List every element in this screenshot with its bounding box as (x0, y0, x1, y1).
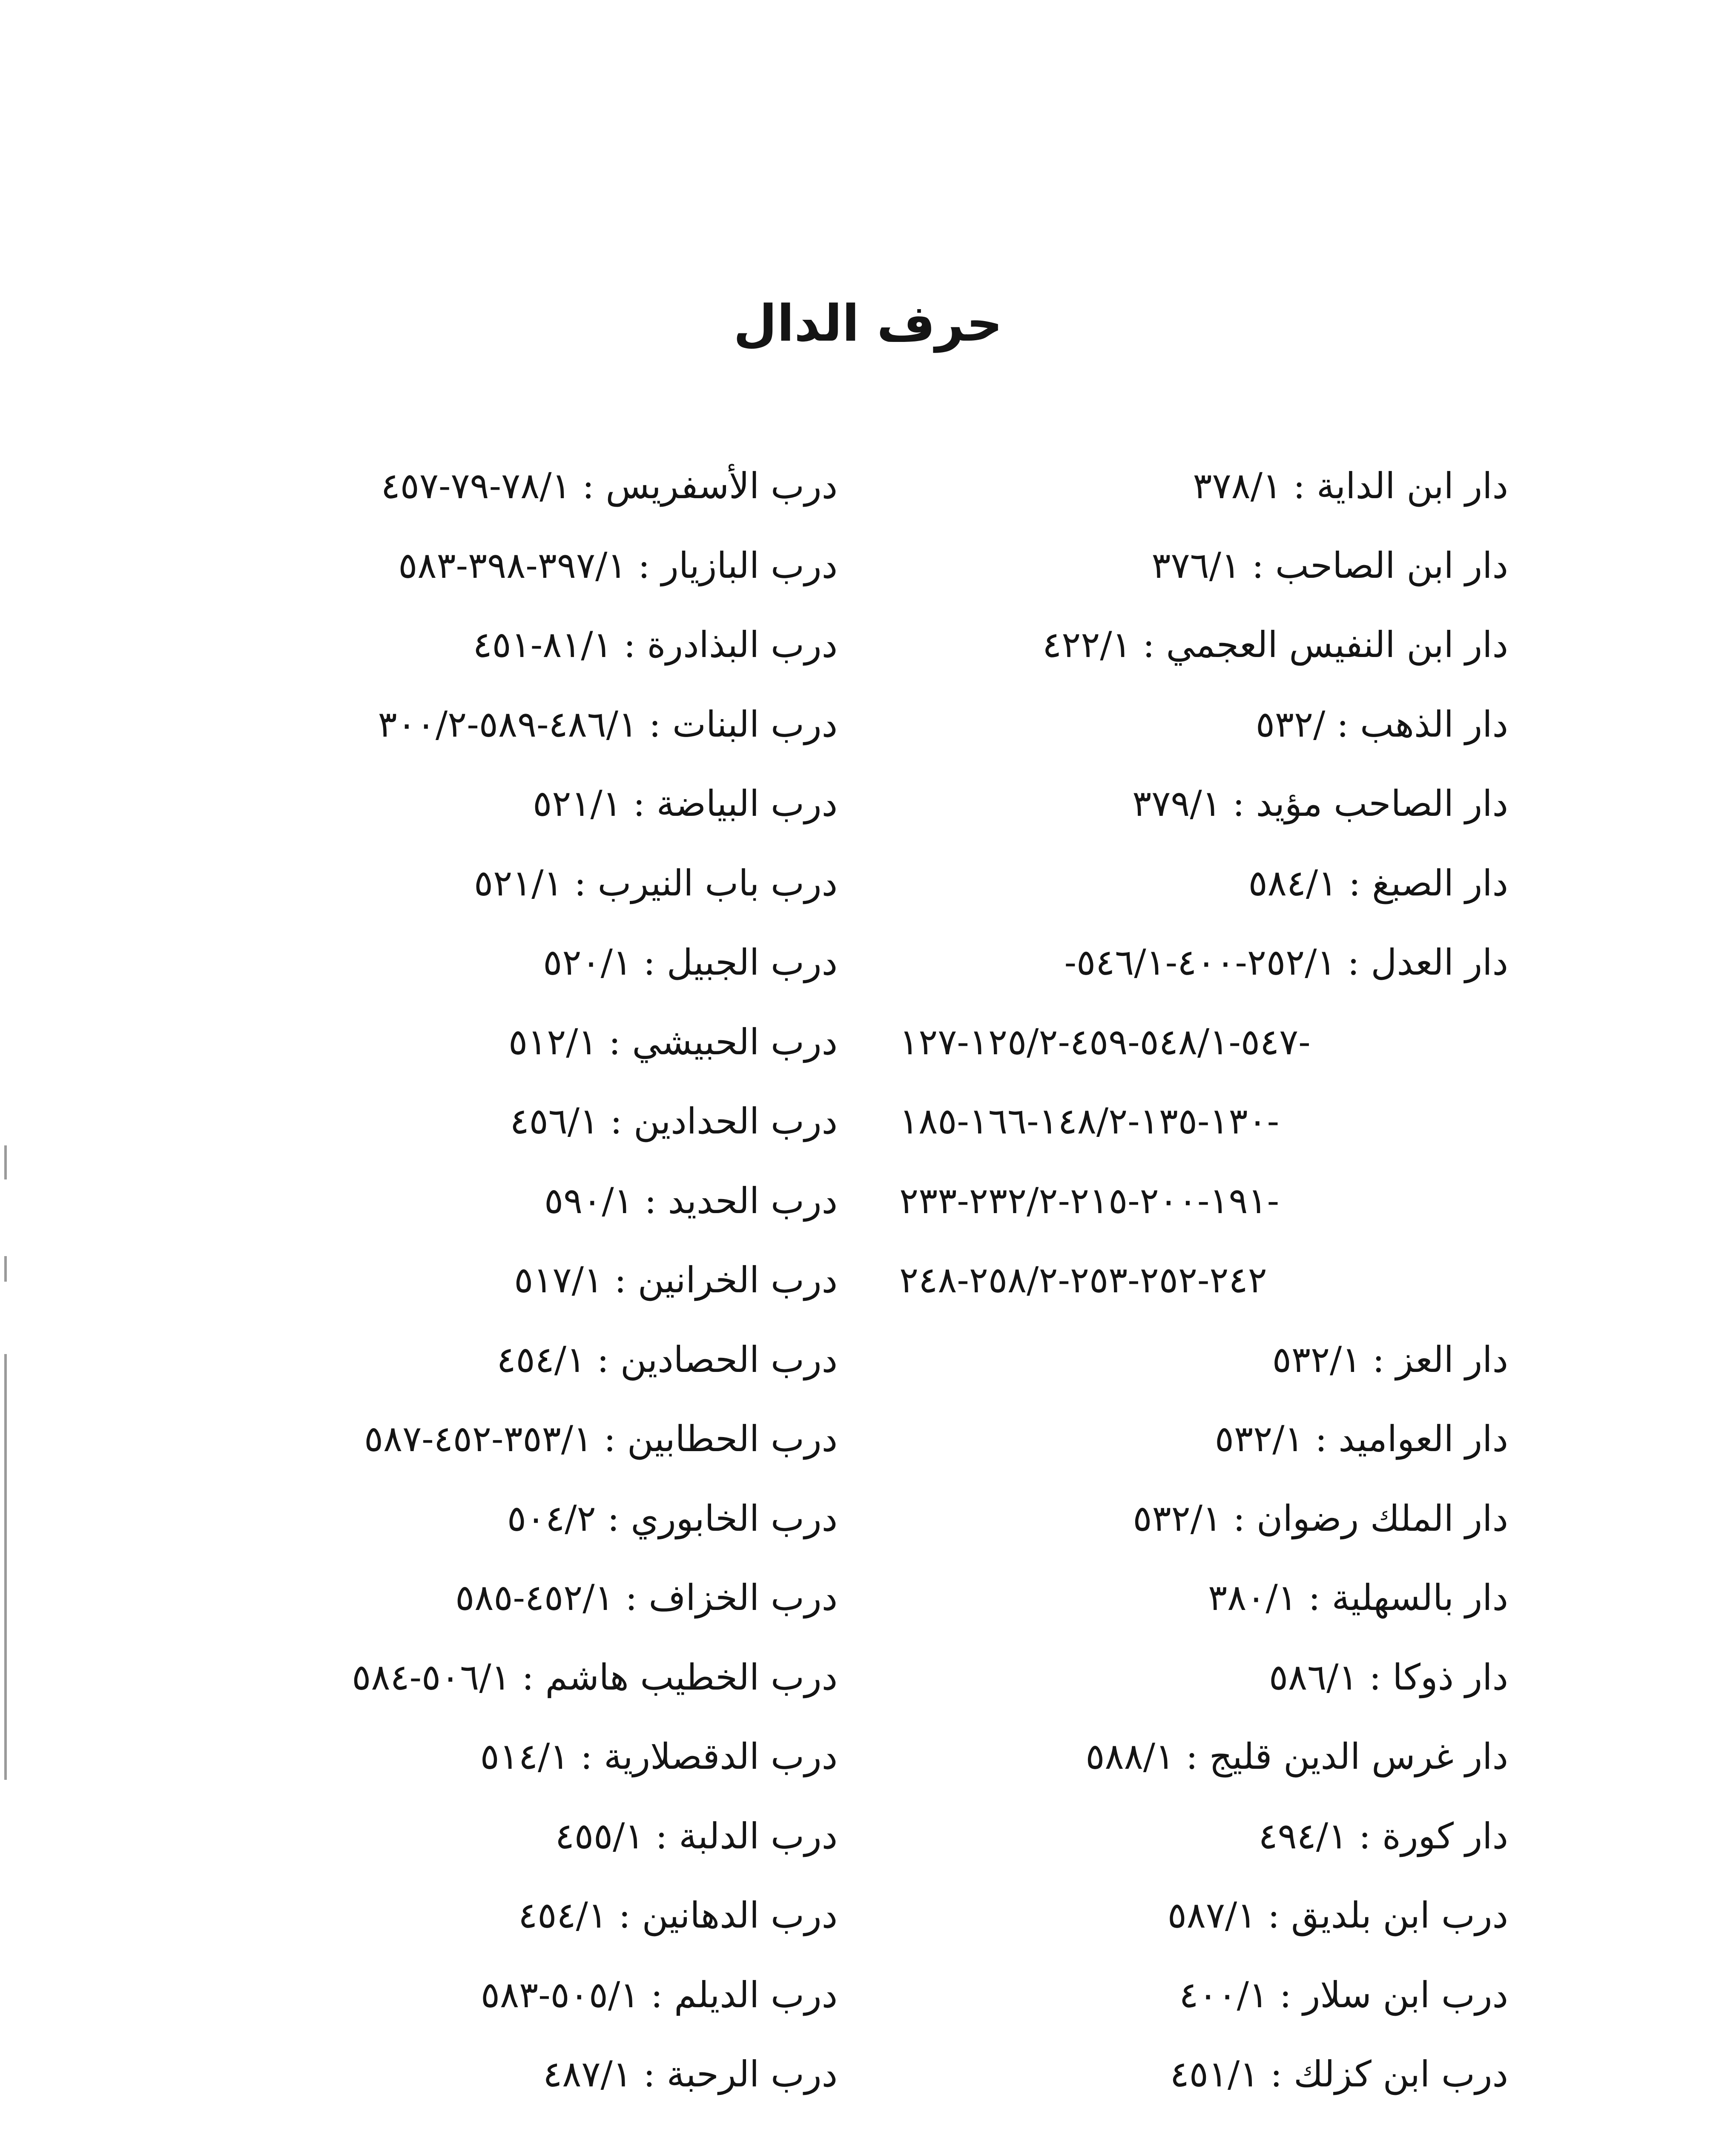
index-entry: دار غرس الدين قليج : ٥٨٨/١ (1085, 1736, 1508, 1777)
index-entry (233, 2114, 838, 2129)
index-entry: دار الذهب : /٥٣٢ (1255, 703, 1508, 745)
index-entry: دار ابن الداية : ٣٧٨/١ (1193, 465, 1508, 507)
index-entry: درب الخزاف : ٤٥٢/١-٥٨٥ (455, 1577, 838, 1618)
scan-margin-mark (4, 1256, 7, 1282)
index-entry: درب الدلبة : ٤٥٥/١ (555, 1815, 838, 1857)
index-entry: درب الحطابين : ٣٥٣/١-٤٥٢-٥٨٧ (364, 1418, 838, 1460)
index-entry (899, 2114, 1508, 2129)
index-entry: درب الخابوري : ٥٠٤/٢ (507, 1497, 838, 1539)
index-entry: درب البذادرة : ٨١/١-٤٥١ (473, 624, 838, 666)
index-entry: دار الصاحب مؤيد : ٣٧٩/١ (1132, 783, 1508, 824)
index-entry-continuation: ٢٤٢-٢٥٢-٢٥٣-٢٥٨/٢-٢٤٨ (899, 1259, 1267, 1301)
index-entry: دار الصبغ : ٥٨٤/١ (1248, 862, 1508, 904)
index-entry: درب الدهانين : ٤٥٤/١ (518, 1894, 838, 1936)
index-entry: دار ذوكا : ٥٨٦/١ (1268, 1656, 1508, 1698)
index-entry: دار ابن النفيس العجمي : ٤٢٢/١ (1042, 624, 1508, 666)
index-entry: درب البازيار : ٣٩٧/١-٣٩٨-٥٨٣ (398, 544, 838, 586)
index-entry: درب ابن كزلك : ٤٥١/١ (1170, 2053, 1508, 2095)
index-entry: درب الأسفريس : ٧٨/١-٧٩-٤٥٧ (381, 465, 838, 507)
index-entry: درب البياضة : ٥٢١/١ (533, 783, 838, 824)
index-entry: درب الجبيل : ٥٢٠/١ (543, 941, 838, 983)
index-entry: دار الملك رضوان : ٥٣٢/١ (1133, 1497, 1508, 1539)
index-entry-continuation: ١٩١-٢٠٠-٢١٥-٢٣٢/٢-٢٣٣- (899, 1179, 1280, 1222)
index-column-left (233, 446, 838, 2129)
index-entry: درب البنات : ٤٨٦/١-٥٨٩-٣٠٠/٢ (378, 703, 838, 745)
scan-margin-mark (4, 1145, 7, 1179)
index-entry: درب الخرانين : ٥١٧/١ (514, 1259, 838, 1301)
index-entry: درب الرحبة : ٤٨٧/١ (543, 2053, 838, 2095)
index-entry: دار العواميد : ٥٣٢/١ (1214, 1418, 1508, 1460)
index-entry: درب ابن سلار : ٤٠٠/١ (1179, 1974, 1508, 2016)
index-entry: درب الحصادين : ٤٥٤/١ (496, 1338, 838, 1380)
index-entry-continuation: ٥٤٧-٥٤٨/١-٤٥٩-١٢٥/٢-١٢٧- (899, 1021, 1311, 1063)
index-entry-continuation: ١٣٠-١٣٥-١٤٨/٢-١٦٦-١٨٥- (899, 1100, 1280, 1142)
index-entry: دار العز : ٥٣٢/١ (1272, 1338, 1508, 1380)
index-entry: درب الدقصلارية : ٥١٤/١ (480, 1736, 838, 1777)
index-entry: درب الديلم : ٥٠٥/١-٥٨٣ (480, 1974, 838, 2016)
index-entry: دار العدل : ٢٥٢/١-٤٠٠-٥٤٦/١- (1064, 941, 1508, 983)
index-entry: دار بالسهلية : ٣٨٠/١ (1208, 1577, 1508, 1618)
index-column-right (899, 446, 1508, 2129)
index-entry: دار كورة : ٤٩٤/١ (1258, 1815, 1508, 1857)
index-entry: درب ابن بلديق : ٥٨٧/١ (1167, 1894, 1508, 1936)
index-entry: درب الحبيشي : ٥١٢/١ (508, 1021, 838, 1063)
index-entry: درب باب النيرب : ٥٢١/١ (473, 862, 838, 904)
index-entry: درب الخطيب هاشم : ٥٠٦/١-٥٨٤ (352, 1656, 838, 1698)
index-entry: دار ابن الصاحب : ٣٧٦/١ (1151, 544, 1508, 586)
index-entry: درب الحديد : ٥٩٠/١ (544, 1179, 838, 1222)
page-title: حرف الدال (733, 294, 1003, 353)
scan-margin-mark (4, 1354, 7, 1780)
index-entry: درب الحدادين : ٤٥٦/١ (510, 1100, 838, 1142)
